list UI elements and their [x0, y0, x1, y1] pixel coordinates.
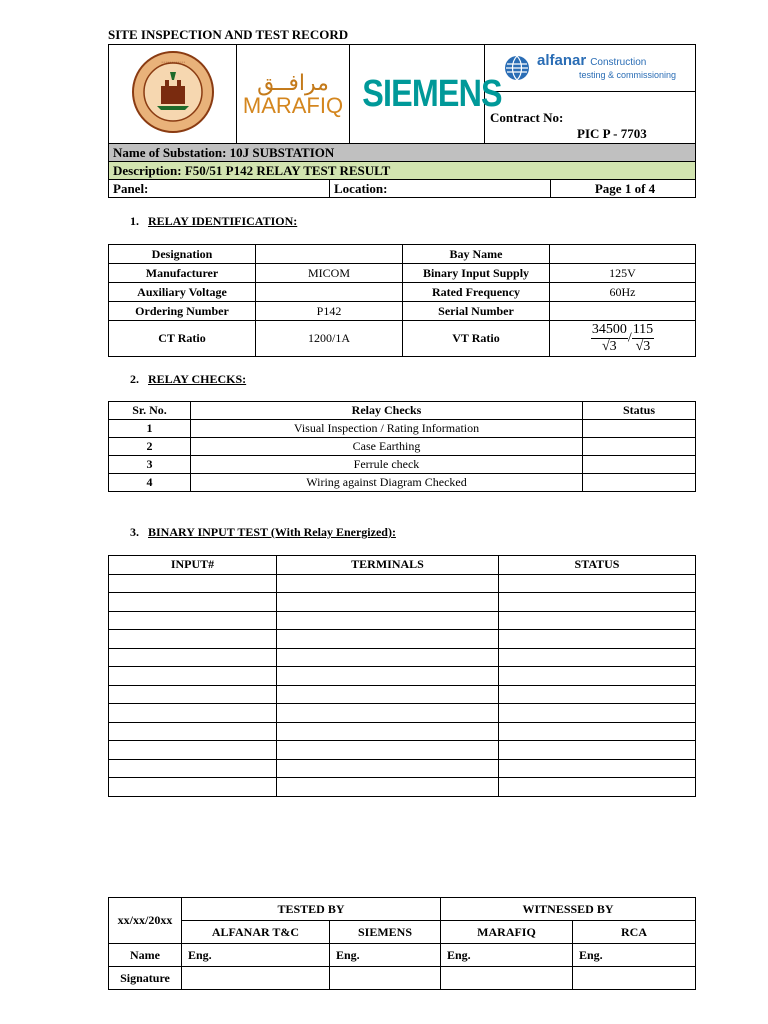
table-row — [109, 741, 696, 760]
table-row — [109, 474, 696, 492]
info-table — [108, 143, 696, 198]
terminals-cell[interactable] — [277, 778, 499, 797]
siemens-logo: SIEMENS — [362, 73, 502, 115]
table-row — [109, 630, 696, 649]
terminals-cell[interactable] — [277, 667, 499, 686]
serial-number: 2 — [109, 438, 191, 456]
field-label: Rated Frequency — [403, 283, 550, 302]
relay-checks-table — [108, 401, 696, 492]
alfanar-logo-cell — [485, 45, 696, 92]
field-value[interactable]: MICOM — [256, 264, 403, 283]
siemens-name-field[interactable]: Eng. — [330, 944, 441, 967]
table-row — [109, 574, 696, 593]
column-header: TERMINALS — [277, 556, 499, 575]
ct-ratio-label: CT Ratio — [109, 321, 256, 357]
table-row — [109, 302, 696, 321]
table-row — [109, 685, 696, 704]
field-value[interactable] — [550, 245, 696, 264]
input-cell[interactable] — [109, 704, 277, 723]
panel-label: Panel: — [109, 180, 330, 198]
terminals-cell[interactable] — [277, 741, 499, 760]
field-label: Binary Input Supply — [403, 264, 550, 283]
status-cell[interactable] — [499, 574, 696, 593]
siemens-logo-cell — [350, 45, 502, 145]
section-title: RELAY CHECKS: — [148, 372, 247, 386]
ct-ratio-value: 1200/1A — [256, 321, 403, 357]
table-row — [109, 420, 696, 438]
input-cell[interactable] — [109, 685, 277, 704]
terminals-cell[interactable] — [277, 685, 499, 704]
relay-identification-table — [108, 244, 696, 357]
vt-ratio-label: VT Ratio — [403, 321, 550, 357]
table-row — [109, 759, 696, 778]
table-row — [109, 264, 696, 283]
saudi-kingdom-logo-icon — [131, 50, 215, 134]
section-number: 3. — [130, 525, 139, 539]
status-field[interactable] — [583, 438, 696, 456]
siemens-signature-field[interactable] — [330, 967, 441, 990]
serial-number: 1 — [109, 420, 191, 438]
field-value[interactable]: 60Hz — [550, 283, 696, 302]
field-label: Bay Name — [403, 245, 550, 264]
table-row — [109, 456, 696, 474]
status-cell[interactable] — [499, 741, 696, 760]
field-label: Designation — [109, 245, 256, 264]
name-row-label: Name — [109, 944, 182, 967]
serial-number: 3 — [109, 456, 191, 474]
check-name: Wiring against Diagram Checked — [191, 474, 583, 492]
alfanar-signature-field[interactable] — [182, 967, 330, 990]
status-field[interactable] — [583, 420, 696, 438]
rca-column: RCA — [573, 921, 696, 944]
table-row — [109, 648, 696, 667]
rca-signature-field[interactable] — [573, 967, 696, 990]
table-row — [109, 778, 696, 797]
location-label: Location: — [330, 180, 551, 198]
input-cell[interactable] — [109, 574, 277, 593]
terminals-cell[interactable] — [277, 630, 499, 649]
section-title: BINARY INPUT TEST (With Relay Energized): — [148, 525, 396, 539]
table-row — [109, 722, 696, 741]
page-title: SITE INSPECTION AND TEST RECORD — [108, 27, 349, 42]
status-cell[interactable] — [499, 778, 696, 797]
terminals-cell[interactable] — [277, 593, 499, 612]
status-cell[interactable] — [499, 630, 696, 649]
table-row — [109, 438, 696, 456]
date-cell: xx/xx/20xx — [109, 898, 182, 944]
column-header: INPUT# — [109, 556, 277, 575]
terminals-cell[interactable] — [277, 574, 499, 593]
marafiq-arabic-logo: مرافــق — [257, 70, 329, 96]
contract-number: PIC P - 7703 — [577, 126, 647, 141]
marafiq-logo: MARAFIQ — [242, 92, 344, 118]
column-header: Status — [583, 402, 696, 420]
status-cell[interactable] — [499, 759, 696, 778]
binary-input-table — [108, 555, 696, 797]
status-cell[interactable] — [499, 685, 696, 704]
input-cell[interactable] — [109, 667, 277, 686]
status-cell[interactable] — [499, 593, 696, 612]
input-cell[interactable] — [109, 648, 277, 667]
description: Description: F50/51 P142 RELAY TEST RESULT — [109, 162, 696, 180]
witnessed-by-header: WITNESSED BY — [441, 898, 696, 921]
section-number: 2. — [130, 372, 139, 386]
signoff-table — [108, 897, 696, 990]
field-label: Ordering Number — [109, 302, 256, 321]
input-cell[interactable] — [109, 611, 277, 630]
table-row — [109, 283, 696, 302]
table-row — [109, 245, 696, 264]
rca-name-field[interactable]: Eng. — [573, 944, 696, 967]
contract-cell — [485, 92, 696, 145]
terminals-cell[interactable] — [277, 611, 499, 630]
svg-text:⋯⋯⋯⋯: ⋯⋯⋯⋯ — [160, 59, 185, 66]
check-name: Visual Inspection / Rating Information — [191, 420, 583, 438]
vt-fraction-secondary: $\frac{115}{√3}$ — [632, 322, 654, 354]
input-cell[interactable] — [109, 722, 277, 741]
alfanar-logo: alfanar — [537, 52, 587, 69]
section-1-heading — [130, 214, 297, 229]
terminals-cell[interactable] — [277, 759, 499, 778]
tested-by-header: TESTED BY — [182, 898, 441, 921]
signature-row-label: Signature — [109, 967, 182, 990]
terminals-cell[interactable] — [277, 704, 499, 723]
alfanar-construction-text: Construction — [590, 57, 647, 68]
input-cell[interactable] — [109, 741, 277, 760]
check-name: Ferrule check — [191, 456, 583, 474]
marafiq-signature-field[interactable] — [441, 967, 573, 990]
check-name: Case Earthing — [191, 438, 583, 456]
status-cell[interactable] — [499, 722, 696, 741]
alfanar-name-field[interactable]: Eng. — [182, 944, 330, 967]
input-cell[interactable] — [109, 759, 277, 778]
table-row — [109, 704, 696, 723]
substation-name: Name of Substation: 10J SUBSTATION — [109, 144, 696, 162]
input-cell[interactable] — [109, 593, 277, 612]
column-header: Relay Checks — [191, 402, 583, 420]
contract-label: Contract No: — [490, 110, 564, 125]
header-table — [108, 44, 696, 145]
field-value[interactable]: 125V — [550, 264, 696, 283]
section-number: 1. — [130, 214, 139, 228]
vt-ratio-value: $\frac{34500}{√3}$ / $\frac{115}{√3}$ — [550, 321, 696, 357]
marafiq-name-field[interactable]: Eng. — [441, 944, 573, 967]
field-label: Auxiliary Voltage — [109, 283, 256, 302]
terminals-cell[interactable] — [277, 648, 499, 667]
column-header: STATUS — [499, 556, 696, 575]
field-value[interactable] — [256, 245, 403, 264]
table-row — [109, 667, 696, 686]
vt-fraction-primary: $\frac{34500}{√3}$ — [591, 322, 627, 354]
alfanar-column: ALFANAR T&C — [182, 921, 330, 944]
alfanar-subtitle: testing & commissioning — [579, 70, 677, 80]
field-value[interactable] — [550, 302, 696, 321]
table-row — [109, 593, 696, 612]
field-value[interactable] — [256, 283, 403, 302]
input-cell[interactable] — [109, 778, 277, 797]
siemens-column: SIEMENS — [330, 921, 441, 944]
marafiq-column: MARAFIQ — [441, 921, 573, 944]
marafiq-logo-cell — [237, 45, 350, 145]
status-cell[interactable] — [499, 648, 696, 667]
status-field[interactable] — [583, 474, 696, 492]
status-cell[interactable] — [499, 704, 696, 723]
serial-number: 4 — [109, 474, 191, 492]
status-cell[interactable] — [499, 611, 696, 630]
section-3-heading — [130, 525, 396, 540]
field-label: Manufacturer — [109, 264, 256, 283]
section-title: RELAY IDENTIFICATION: — [148, 214, 298, 228]
status-cell[interactable] — [499, 667, 696, 686]
status-field[interactable] — [583, 456, 696, 474]
section-2-heading — [130, 372, 246, 387]
terminals-cell[interactable] — [277, 722, 499, 741]
column-header: Sr. No. — [109, 402, 191, 420]
field-label: Serial Number — [403, 302, 550, 321]
saudi-emblem-cell — [109, 45, 237, 145]
table-row — [109, 611, 696, 630]
field-value[interactable]: P142 — [256, 302, 403, 321]
input-cell[interactable] — [109, 630, 277, 649]
alfanar-globe-icon — [503, 54, 531, 82]
page-number: Page 1 of 4 — [551, 180, 696, 198]
